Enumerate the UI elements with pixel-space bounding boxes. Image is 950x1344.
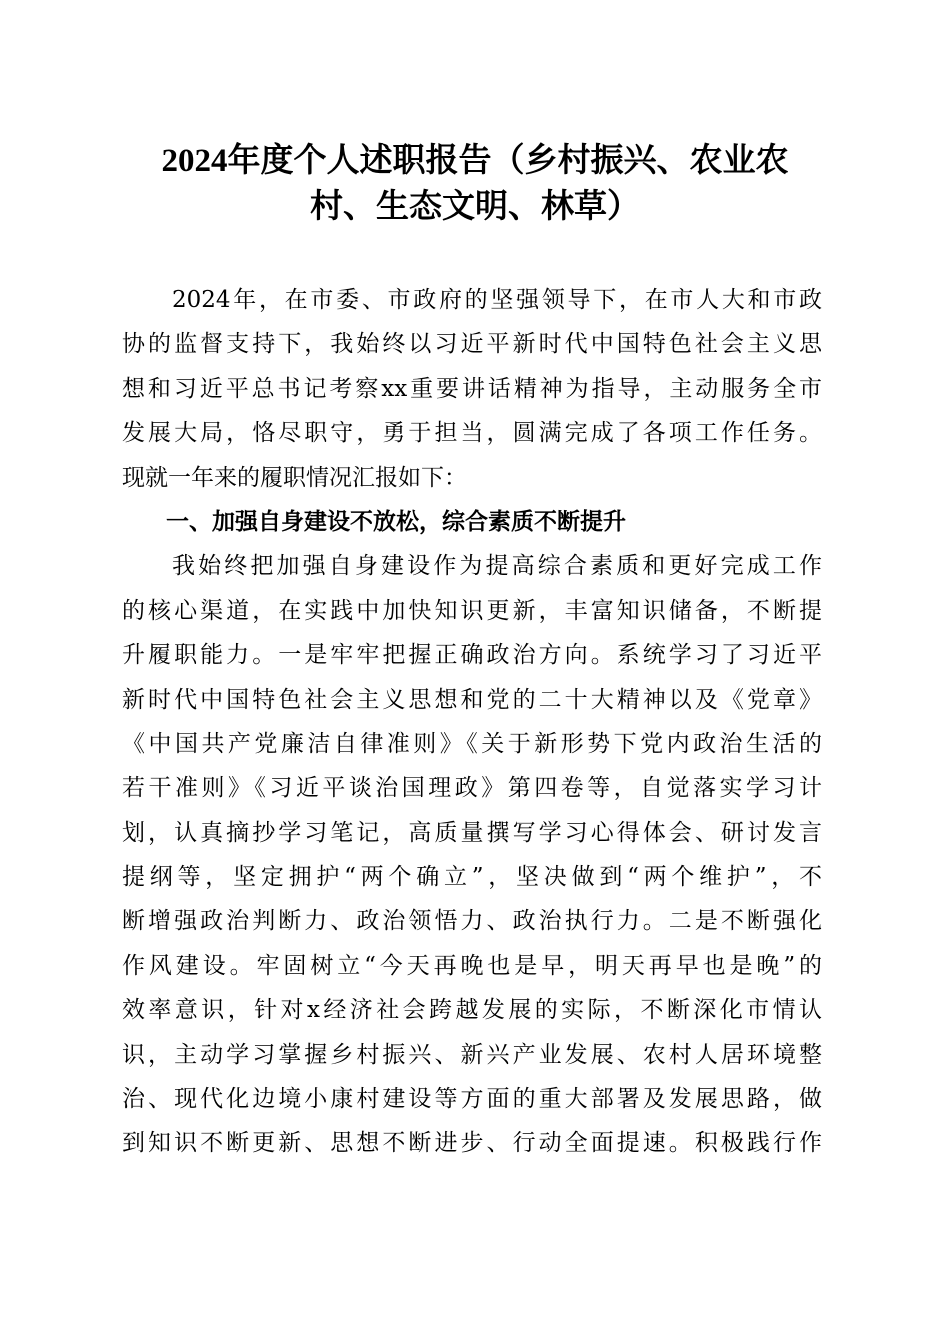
- text-line: 《中国共产党廉洁自律准则》《关于新形势下党内政治生活的: [122, 730, 822, 757]
- text-line: 现就一年来的履职情况汇报如下：: [122, 464, 467, 491]
- text-line: 协的监督支持下，我始终以习近平新时代中国特色社会主义思: [122, 331, 822, 358]
- paragraph: [122, 278, 822, 500]
- text-line: 若干准则》《习近平谈治国理政》第四卷等，自觉落实学习计: [122, 775, 822, 802]
- text-line: 升履职能力。一是牢牢把握正确政治方向。系统学习了习近平: [122, 642, 822, 669]
- text-line: 2024年，在市委、市政府的坚强领导下，在市人大和市政: [172, 287, 822, 313]
- text-line: 新时代中国特色社会主义思想和党的二十大精神以及《党章》: [122, 686, 822, 713]
- document-title: [100, 138, 850, 230]
- text-line: 识，主动学习掌握乡村振兴、新兴产业发展、农村人居环境整: [122, 1041, 822, 1068]
- text-line: 作风建设。牢固树立“今天再晚也是早，明天再早也是晚”的: [122, 952, 822, 979]
- text-line: 提纲等，坚定拥护“两个确立”，坚决做到“两个维护”，不: [122, 864, 822, 891]
- section-heading: [122, 500, 822, 544]
- text-line: 效率意识，针对x经济社会跨越发展的实际，不断深化市情认: [122, 997, 822, 1024]
- text-line: 我始终把加强自身建设作为提高综合素质和更好完成工作: [172, 553, 822, 580]
- text-line: 治、现代化边境小康村建设等方面的重大部署及发展思路，做: [122, 1086, 822, 1113]
- text-line: 到知识不断更新、思想不断进步、行动全面提速。积极践行作: [122, 1130, 822, 1157]
- text-line: 断增强政治判断力、政治领悟力、政治执行力。二是不断强化: [122, 908, 822, 935]
- title-line: 2024年度个人述职报告（乡村振兴、农业农: [161, 143, 789, 179]
- paragraph: [122, 544, 822, 1165]
- text-line: 想和习近平总书记考察xx重要讲话精神为指导，主动服务全市: [122, 375, 822, 402]
- text-line: 划，认真摘抄学习笔记，高质量撰写学习心得体会、研讨发言: [122, 819, 822, 846]
- text-line: 发展大局，恪尽职守，勇于担当，圆满完成了各项工作任务。: [122, 420, 822, 447]
- text-line: 的核心渠道，在实践中加快知识更新，丰富知识储备，不断提: [122, 597, 822, 624]
- text-line: 一、加强自身建设不放松，综合素质不断提升: [166, 508, 626, 535]
- document-body: [122, 278, 822, 1166]
- title-line: 村、生态文明、林草）: [310, 189, 640, 225]
